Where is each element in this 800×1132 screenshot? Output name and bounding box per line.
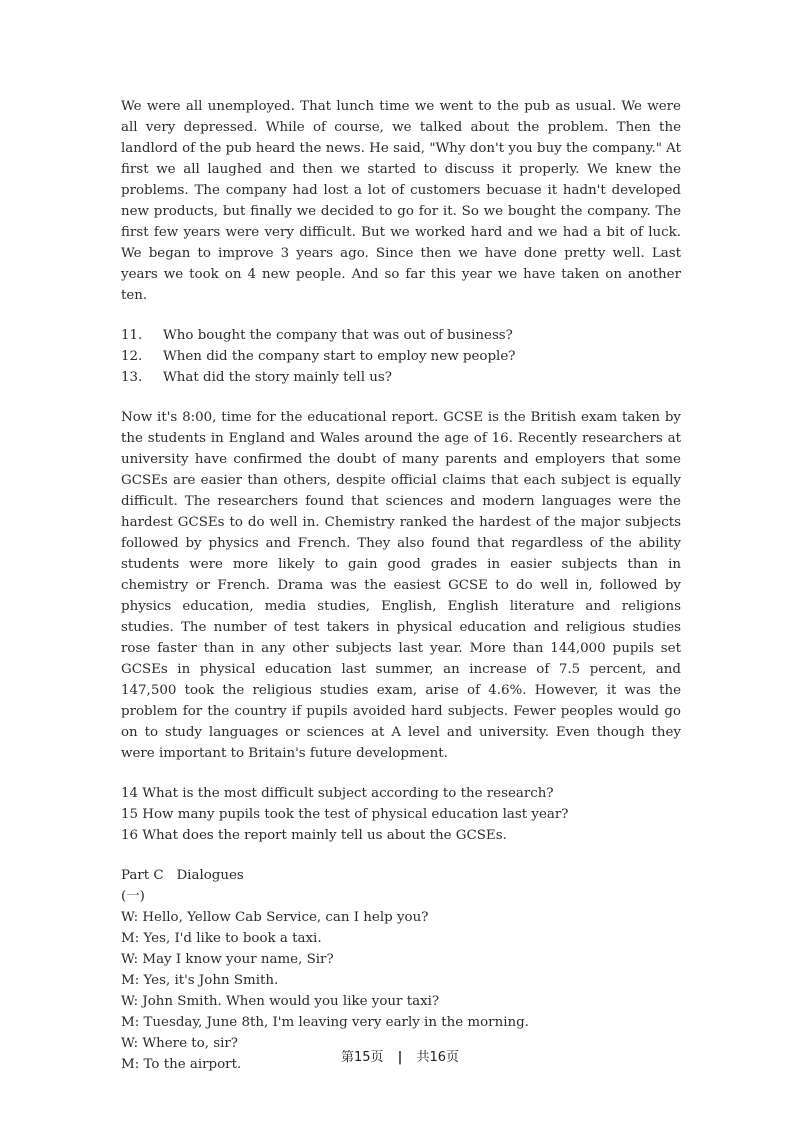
questions-14-16 — [121, 783, 681, 846]
spacer — [121, 388, 681, 407]
question-text: What did the story mainly tell us? — [163, 370, 392, 385]
question-16: 16 What does the report mainly tell us about the GCSEs. — [121, 828, 507, 843]
page-number-total: 共16页 — [416, 1050, 460, 1065]
passage-educational-report: Now it's 8:00, time for the educational report. GCSE is the British exam taken by the students in England and Wales around the age of 16. Recently researchers at university have confirmed the doubt of many parents and employers that some GCSEs are easier than others, despite official claims that each subject is equally difficult. The researchers found that sciences and modern languages were the hardest GCSEs to do well in. Chemistry ranked the hardest of the major subjects followed by physics and French. They also found that regardless of the ability students were more likely to gain good grades in easier subjects than in chemistry or French. Drama was the easiest GCSE to do well in, followed by physics education, media studies, English, English literature and religions studies. The number of test takers in physical education and religious studies rose faster than in any other subjects last year. More than 144,000 pupils set GCSEs in physical education last summer, an increase of 7.5 percent, and 147,500 took the religious studies exam, arise of 4.6%. However, it was the problem for the country if pupils avoided hard subjects. Fewer peoples would go on to study languages or sciences at A level and university. Even though they were important to Britain's future development. — [121, 410, 681, 761]
spacer — [121, 846, 681, 865]
spacer — [121, 306, 681, 325]
dialogue-line: W: May I know your name, Sir? — [121, 952, 334, 967]
question-11 — [121, 325, 681, 346]
page-number-current: 第15页 — [340, 1050, 384, 1065]
spacer — [121, 764, 681, 783]
dialogue-line: W: Hello, Yellow Cab Service, can I help you? — [121, 910, 429, 925]
questions-11-13 — [121, 325, 681, 388]
part-c-heading: Part C Dialogues — [121, 868, 244, 883]
question-13 — [121, 367, 681, 388]
dialogue-line: W: John Smith. When would you like your taxi? — [121, 994, 440, 1009]
dialogue-line: M: Tuesday, June 8th, I'm leaving very early in the morning. — [121, 1015, 529, 1030]
question-text: When did the company start to employ new people? — [163, 349, 516, 364]
dialogue-line: W: Where to, sir? — [121, 1036, 238, 1051]
dialogue-line: M: Yes, I'd like to book a taxi. — [121, 931, 322, 946]
page-footer — [0, 1046, 800, 1065]
dialogue-line: M: To the airport. — [121, 1057, 242, 1072]
question-text: Who bought the company that was out of business? — [163, 328, 513, 343]
question-number: 13. — [121, 370, 143, 385]
question-15: 15 How many pupils took the test of physical education last year? — [121, 807, 569, 822]
passage-story: We were all unemployed. That lunch time we went to the pub as usual. We were all very depressed. While of course, we talked about the problem. Then the landlord of the pub heard the news. He said, "Why don't you buy the company." At first we all laughed and then we started to discuss it properly. We knew the problems. The company had lost a lot of customers becuase it hadn't developed new products, but finally we decided to go for it. So we bought the company. The first few years were very difficult. But we worked hard and we had a bit of luck. We began to improve 3 years ago. Since then we have done pretty well. Last years we took on 4 new people. And so far this year we have taken on another ten. — [121, 99, 681, 303]
page-separator: | — [397, 1050, 403, 1065]
question-number: 12. — [121, 349, 143, 364]
question-14: 14 What is the most difficult subject according to the research? — [121, 786, 554, 801]
document-body — [121, 96, 681, 1075]
dialogue-number: (一) — [121, 889, 145, 904]
question-number: 11. — [121, 328, 143, 343]
question-12 — [121, 346, 681, 367]
part-c-section — [121, 865, 681, 1075]
dialogue-line: M: Yes, it's John Smith. — [121, 973, 279, 988]
